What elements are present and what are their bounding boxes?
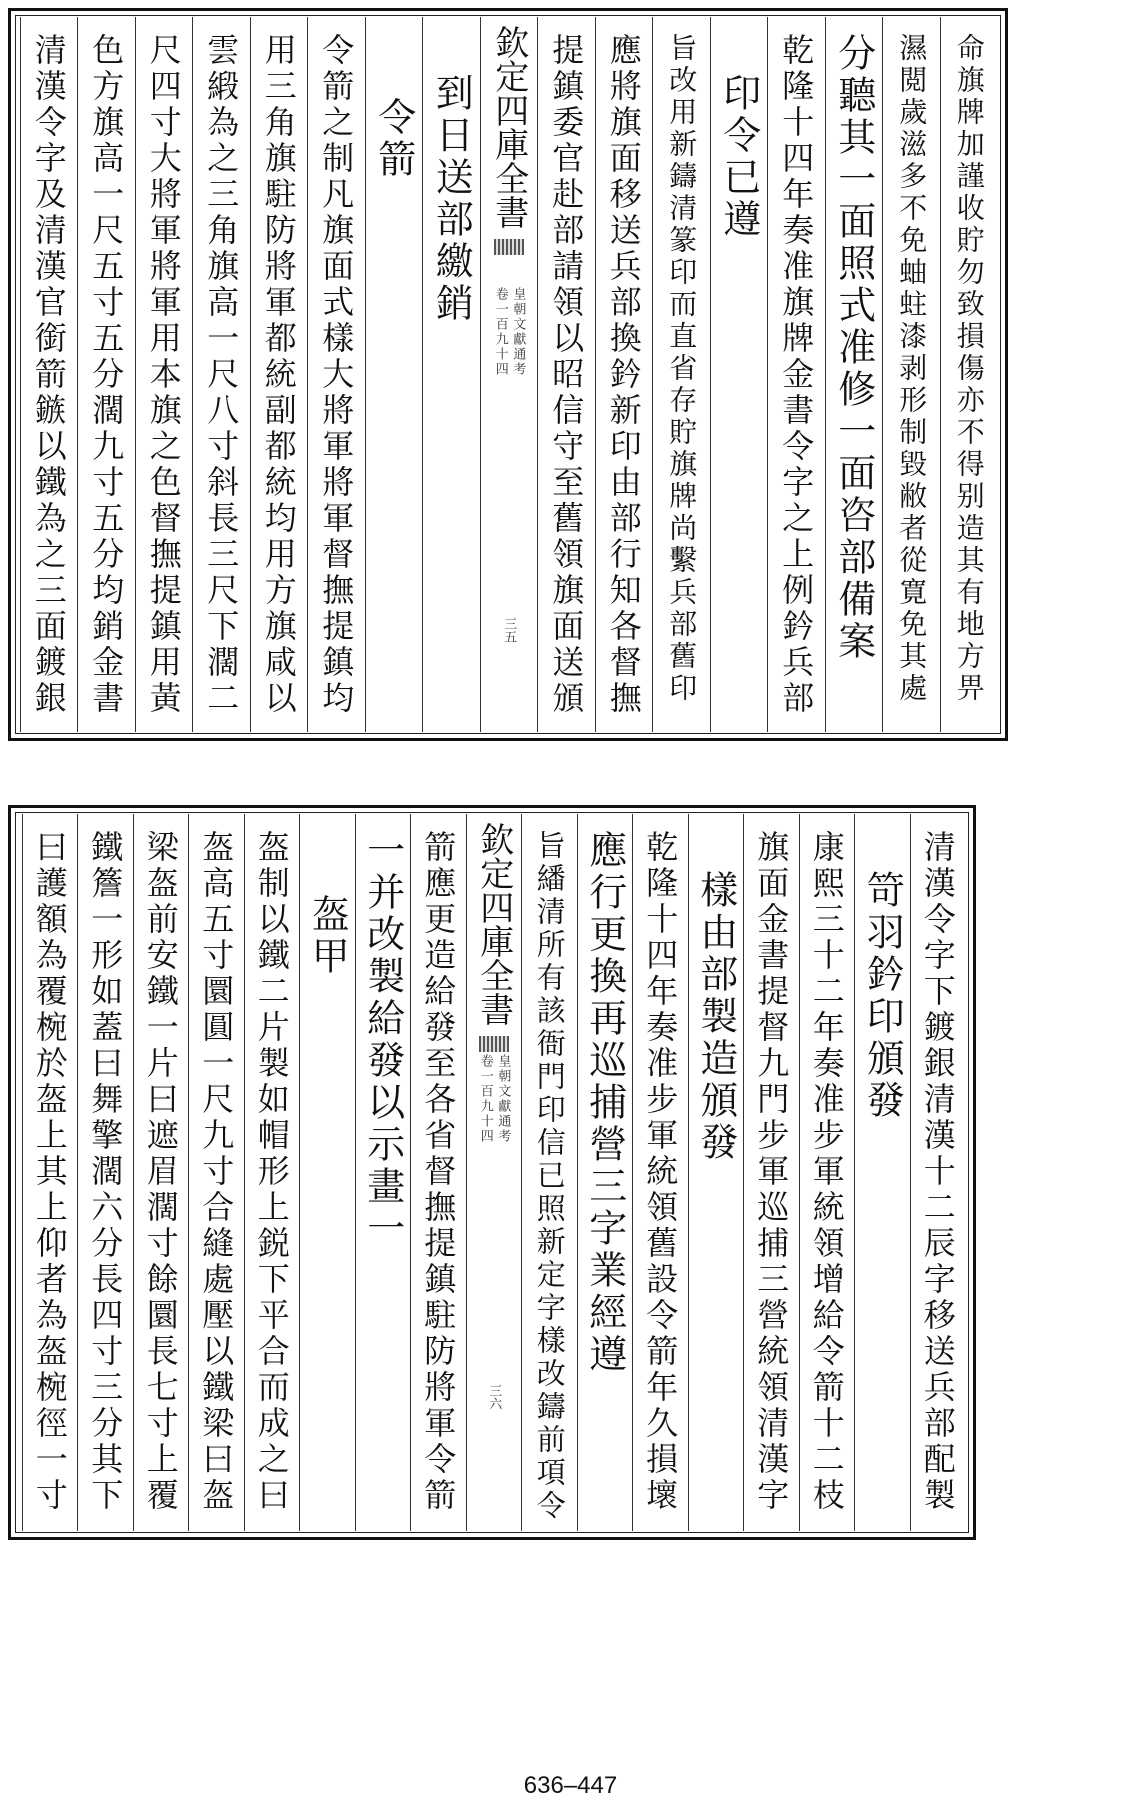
text-column [250, 17, 308, 732]
column-text: 旨改用新鑄清篆印而直省存貯旗牌尚繫兵部舊印 [665, 33, 699, 705]
seal-mark [479, 1036, 509, 1052]
column-text: 用三角旗駐防將軍都統副都統均用方旗咸以 [259, 33, 298, 717]
book-title: 欽定四庫全書 [488, 25, 529, 229]
column-text: 令箭 [371, 97, 416, 181]
column-text: 清漢令字下鍍銀清漢十二辰字移送兵部配製 [918, 830, 957, 1514]
text-column [652, 17, 710, 732]
text-column [825, 17, 883, 732]
column-text: 令箭之制凡旗面式樣大將軍將軍督撫提鎮均 [317, 33, 356, 717]
text-column [743, 814, 799, 1531]
text-column [22, 814, 78, 1531]
text-column [632, 814, 688, 1531]
text-column [521, 814, 577, 1531]
column-text: 盔甲 [305, 894, 350, 978]
column-text: 乾隆十四年奏准步軍統領舊設令箭年久損壞 [641, 830, 680, 1514]
text-column [244, 814, 300, 1531]
folio-number: 三五 [501, 617, 517, 643]
text-column [307, 17, 365, 732]
column-text: 鐵簷一形如蓋曰舞擎濶六分長四寸三分其下 [86, 830, 125, 1514]
column-text: 旨繙清所有該衙門印信已照新定字樣改鑄前項令 [532, 830, 567, 1523]
source-title: 皇朝文獻通考 [510, 287, 526, 377]
center-fold-column [466, 814, 522, 1531]
text-column [133, 814, 189, 1531]
text-column [410, 814, 466, 1531]
text-column [355, 814, 411, 1531]
text-column [595, 17, 653, 732]
page-number: 636–447 [523, 1772, 618, 1799]
text-column [77, 17, 135, 732]
column-text: 應將旗面移送兵部換鈐新印由部行知各督撫 [604, 33, 643, 717]
column-text: 到日送部繳銷 [429, 73, 474, 325]
column-text: 濕閲歲滋多不免蚰蛀漆剥形制毀敝者從寛免其處 [895, 33, 929, 705]
column-text: 盔制以鐵二片製如帽形上鋭下平合而成之曰 [252, 830, 291, 1514]
top-page [8, 8, 1008, 741]
text-column [20, 17, 78, 732]
text-column [767, 17, 825, 732]
column-text: 雲緞為之三角旗高一尺八寸斜長三尺下濶二 [202, 33, 241, 717]
text-column [188, 814, 244, 1531]
text-column [577, 814, 633, 1531]
text-column [77, 814, 133, 1531]
text-column [135, 17, 193, 732]
column-text: 命旗牌加謹收貯勿致損傷亦不得别造其有地方畀 [952, 33, 986, 705]
text-column [299, 814, 355, 1531]
center-fold-column [480, 17, 538, 732]
volume-label: 卷一百九十四 [492, 287, 508, 377]
bottom-page [8, 805, 976, 1540]
text-column [422, 17, 480, 732]
volume-label: 卷一百九十四 [477, 1054, 493, 1144]
column-text: 箭應更造給發至各省督撫提鎮駐防將軍令箭 [419, 830, 458, 1514]
text-column [365, 17, 423, 732]
text-column [537, 17, 595, 732]
column-text: 笴羽鈐印頒發 [860, 870, 905, 1122]
column-text: 康熙三十二年奏准步軍統領增給令箭十二枝 [807, 830, 846, 1514]
column-text: 旗面金書提督九門步軍巡捕三營統領清漢字 [752, 830, 791, 1514]
chapter-label [477, 1054, 510, 1144]
column-text: 一并改製給發以示畫一 [360, 830, 405, 1250]
column-text: 盔高五寸圜圓一尺九寸合縫處壓以鐵梁曰盔 [197, 830, 236, 1514]
column-text: 提鎮委官赴部請領以昭信守至舊領旗面送頒 [547, 33, 586, 717]
text-column [882, 17, 940, 732]
folio-number: 三六 [486, 1384, 502, 1410]
chapter-label [492, 287, 525, 377]
text-column [799, 814, 855, 1531]
column-text: 應行更換再巡捕營三字業經遵 [582, 830, 627, 1376]
column-text: 尺四寸大將軍將軍用本旗之色督撫提鎮用黃 [144, 33, 183, 717]
column-text: 分聽其一面照式准修一面咨部備案 [831, 33, 876, 663]
text-column [910, 814, 966, 1531]
source-title: 皇朝文獻通考 [495, 1054, 511, 1144]
column-text: 梁盔前安鐵一片曰遮眉濶寸餘圜長七寸上覆 [141, 830, 180, 1514]
column-text: 乾隆十四年奏准旗牌金書令字之上例鈐兵部 [777, 33, 816, 717]
book-title: 欽定四庫全書 [473, 822, 514, 1026]
text-column [940, 17, 998, 732]
text-column [854, 814, 910, 1531]
column-text: 印令已遵 [716, 73, 761, 241]
column-text: 色方旗高一尺五寸五分濶九寸五分均銷金書 [87, 33, 126, 717]
seal-mark [494, 239, 524, 255]
column-text: 清漢令字及清漢官銜箭鏃以鐵為之三面鍍銀 [29, 33, 68, 717]
text-column [710, 17, 768, 732]
column-text: 曰護額為覆椀於盔上其上仰者為盔椀徑一寸 [30, 830, 69, 1514]
text-column [688, 814, 744, 1531]
text-column [192, 17, 250, 732]
column-text: 樣由部製造頒發 [693, 870, 738, 1164]
